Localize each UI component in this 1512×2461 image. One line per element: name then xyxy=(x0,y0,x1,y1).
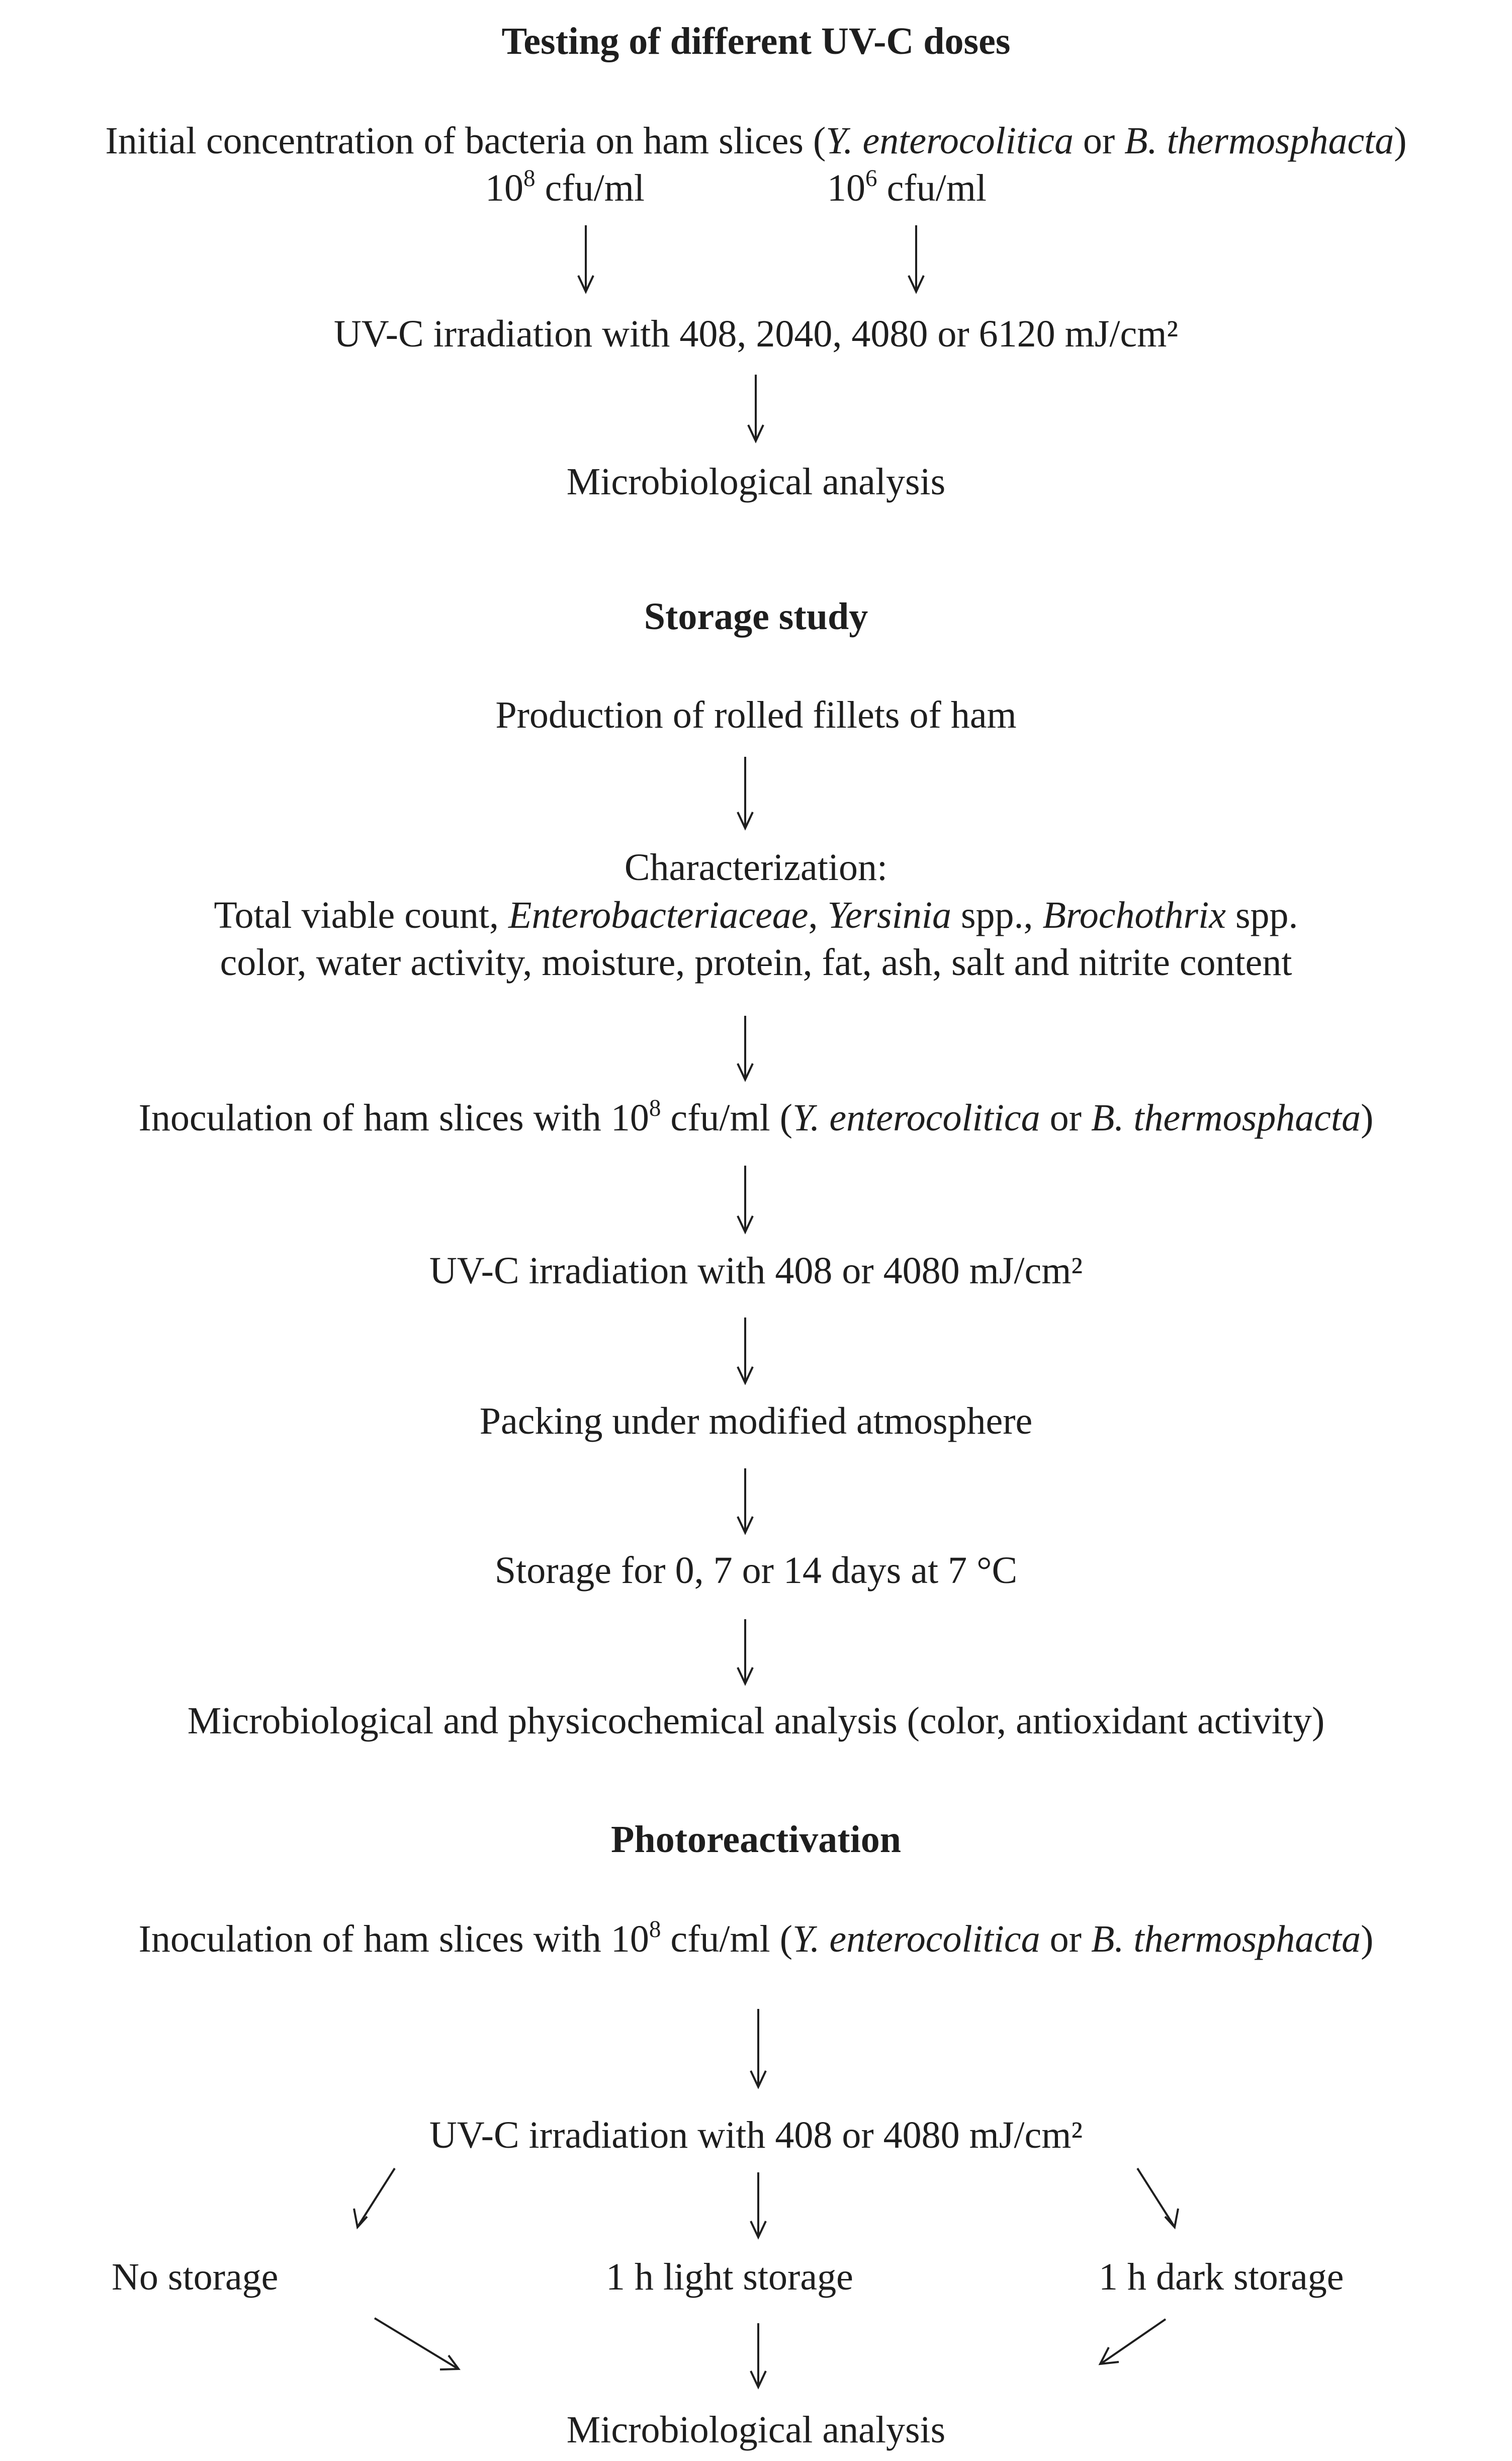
production-step: Production of rolled fillets of ham xyxy=(495,694,1017,736)
photo-analysis-step: Microbiological analysis xyxy=(566,2409,946,2451)
branch-dark-storage: 1 h dark storage xyxy=(1099,2256,1344,2298)
characterization-physicochemical: color, water activity, moisture, protein, fat, ash, salt and nitrite content xyxy=(220,941,1292,984)
arrow-dark-storage-to-analysis xyxy=(1101,2319,1166,2363)
arrowhead-no-storage xyxy=(354,2209,367,2227)
packing-step: Packing under modified atmosphere xyxy=(479,1400,1033,1442)
photoreactivation-section-title: Photoreactivation xyxy=(611,1818,901,1861)
characterization-microbes: Total viable count, Enterobacteriaceae, Yersinia spp., Brochothrix spp. xyxy=(214,894,1298,936)
concentration-10-6: $10^6$ cfu/ml xyxy=(827,165,987,209)
arrowhead-dark-storage xyxy=(1165,2209,1178,2227)
storage-section-title: Storage study xyxy=(644,595,868,638)
concentration-10-8: $10^8$ cfu/ml xyxy=(485,165,645,209)
storage-analysis-step: Microbiological and physicochemical analysis (color, antioxidant activity) xyxy=(187,1700,1325,1742)
initial-concentration-text: Initial concentration of bacteria on ham slices (Y. enterocolitica or B. thermosphacta) xyxy=(105,120,1407,162)
characterization-title: Characterization: xyxy=(624,846,888,889)
branch-no-storage: No storage xyxy=(112,2256,279,2298)
arrow-no-storage-to-analysis xyxy=(375,2318,458,2368)
storage-days-step: Storage for 0, 7 or 14 days at 7 °C xyxy=(494,1549,1018,1592)
photo-inoculation-step: Inoculation of ham slices with $10^8$ cfu/ml (Y. enterocolitica or B. thermosphacta) xyxy=(138,1916,1374,1960)
arrow-irradiation-to-dark-storage xyxy=(1137,2168,1174,2226)
storage-inoculation-step: Inoculation of ham slices with $10^8$ cfu/ml (Y. enterocolitica or B. thermosphacta) xyxy=(138,1095,1374,1139)
arrow-irradiation-to-no-storage xyxy=(358,2168,395,2226)
testing-analysis-step: Microbiological analysis xyxy=(566,461,946,503)
testing-section-title: Testing of different UV-C doses xyxy=(501,20,1011,62)
testing-irradiation-step: UV-C irradiation with 408, 2040, 4080 or 6120 mJ/cm² xyxy=(333,313,1179,355)
photo-irradiation-step: UV-C irradiation with 408 or 4080 mJ/cm² xyxy=(429,2114,1083,2156)
branch-light-storage: 1 h light storage xyxy=(606,2256,853,2298)
storage-irradiation-step: UV-C irradiation with 408 or 4080 mJ/cm² xyxy=(429,1250,1083,1292)
